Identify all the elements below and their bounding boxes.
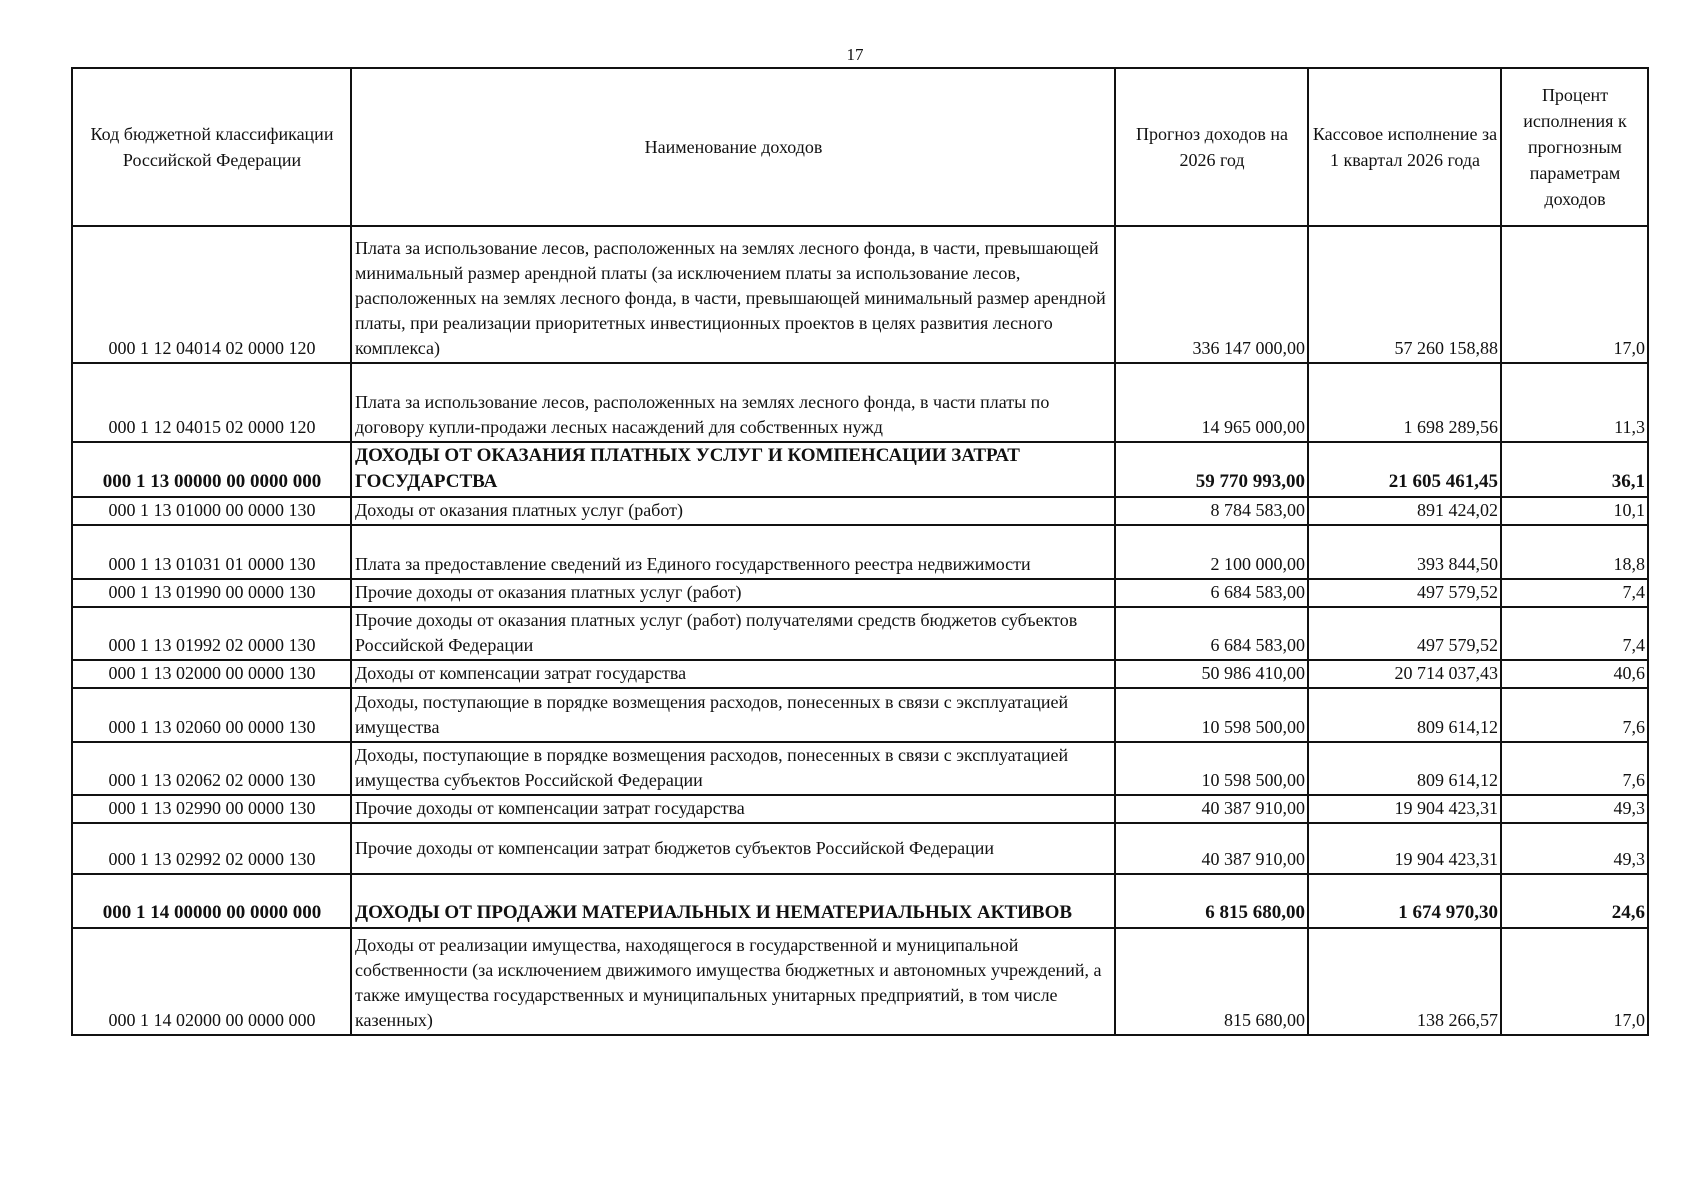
row-percent: 7,6: [1501, 742, 1648, 795]
row-execution: 497 579,52: [1308, 607, 1501, 660]
row-execution: 891 424,02: [1308, 497, 1501, 525]
table-row-section: [72, 442, 1648, 497]
table-row-section: [72, 874, 1648, 928]
table-row: [72, 525, 1648, 579]
header-execution: Кассовое исполнение за 1 квартал 2026 года: [1308, 68, 1501, 226]
row-execution: 20 714 037,43: [1308, 660, 1501, 688]
page-number: 17: [846, 45, 864, 64]
row-execution: 809 614,12: [1308, 688, 1501, 742]
row-execution: 19 904 423,31: [1308, 823, 1501, 874]
row-forecast: 50 986 410,00: [1115, 660, 1308, 688]
row-forecast: 40 387 910,00: [1115, 823, 1308, 874]
row-code: 000 1 13 02992 02 0000 130: [72, 823, 351, 874]
row-percent: 17,0: [1501, 226, 1648, 363]
revenue-table: [71, 67, 1649, 1036]
row-percent: 17,0: [1501, 928, 1648, 1035]
row-name: Прочие доходы от оказания платных услуг (работ) получателями средств бюджетов субъектов Российской Федерации: [351, 607, 1115, 660]
table-row: [72, 226, 1648, 363]
row-percent: 10,1: [1501, 497, 1648, 525]
row-code: 000 1 13 02060 00 0000 130: [72, 688, 351, 742]
row-code: 000 1 12 04014 02 0000 120: [72, 226, 351, 363]
table-row: [72, 688, 1648, 742]
row-name: Прочие доходы от оказания платных услуг (работ): [351, 579, 1115, 607]
row-name: ДОХОДЫ ОТ ПРОДАЖИ МАТЕРИАЛЬНЫХ И НЕМАТЕРИАЛЬНЫХ АКТИВОВ: [351, 874, 1115, 928]
row-name: Доходы от компенсации затрат государства: [351, 660, 1115, 688]
table-row: [72, 607, 1648, 660]
row-execution: 1 698 289,56: [1308, 363, 1501, 442]
row-name: Прочие доходы от компенсации затрат государства: [351, 795, 1115, 823]
row-code: 000 1 13 01000 00 0000 130: [72, 497, 351, 525]
row-execution: 21 605 461,45: [1308, 442, 1501, 497]
row-forecast: 10 598 500,00: [1115, 742, 1308, 795]
row-name: Доходы от реализации имущества, находящегося в государственной и муниципальной собственности (за исключением движимого имущества бюджетных и автономных учреждений, а также имущества государственных и муниципальных унитарных предприятий, в том числе казенных): [351, 928, 1115, 1035]
row-execution: 1 674 970,30: [1308, 874, 1501, 928]
row-code: 000 1 13 00000 00 0000 000: [72, 442, 351, 497]
row-execution: 809 614,12: [1308, 742, 1501, 795]
row-name: Плата за использование лесов, расположенных на землях лесного фонда, в части платы по договору купли-продажи лесных насаждений для собственных нужд: [351, 363, 1115, 442]
row-forecast: 815 680,00: [1115, 928, 1308, 1035]
row-name: Доходы, поступающие в порядке возмещения расходов, понесенных в связи с эксплуатацией имущества субъектов Российской Федерации: [351, 742, 1115, 795]
row-code: 000 1 13 02000 00 0000 130: [72, 660, 351, 688]
row-code: 000 1 13 01990 00 0000 130: [72, 579, 351, 607]
row-forecast: 14 965 000,00: [1115, 363, 1308, 442]
table-row: [72, 742, 1648, 795]
row-forecast: 6 684 583,00: [1115, 579, 1308, 607]
table-header-row: [72, 68, 1648, 226]
row-code: 000 1 14 02000 00 0000 000: [72, 928, 351, 1035]
row-percent: 18,8: [1501, 525, 1648, 579]
header-forecast: Прогноз доходов на 2026 год: [1115, 68, 1308, 226]
row-percent: 49,3: [1501, 795, 1648, 823]
header-percent: Процент исполнения к прогнозным параметрам доходов: [1501, 68, 1648, 226]
row-forecast: 6 815 680,00: [1115, 874, 1308, 928]
header-name: Наименование доходов: [351, 68, 1115, 226]
row-percent: 7,4: [1501, 579, 1648, 607]
row-forecast: 40 387 910,00: [1115, 795, 1308, 823]
row-name: Плата за предоставление сведений из Единого государственного реестра недвижимости: [351, 525, 1115, 579]
table-row: [72, 823, 1648, 874]
row-percent: 24,6: [1501, 874, 1648, 928]
row-forecast: 6 684 583,00: [1115, 607, 1308, 660]
row-execution: 57 260 158,88: [1308, 226, 1501, 363]
table-row: [72, 660, 1648, 688]
row-name: Доходы от оказания платных услуг (работ): [351, 497, 1115, 525]
row-execution: 497 579,52: [1308, 579, 1501, 607]
row-code: 000 1 14 00000 00 0000 000: [72, 874, 351, 928]
row-percent: 7,4: [1501, 607, 1648, 660]
row-forecast: 2 100 000,00: [1115, 525, 1308, 579]
row-code: 000 1 12 04015 02 0000 120: [72, 363, 351, 442]
row-percent: 49,3: [1501, 823, 1648, 874]
row-percent: 36,1: [1501, 442, 1648, 497]
row-name: Доходы, поступающие в порядке возмещения расходов, понесенных в связи с эксплуатацией имущества: [351, 688, 1115, 742]
row-percent: 7,6: [1501, 688, 1648, 742]
header-code: Код бюджетной классификации Российской Федерации: [72, 68, 351, 226]
table-row: [72, 497, 1648, 525]
row-forecast: 10 598 500,00: [1115, 688, 1308, 742]
table-row: [72, 579, 1648, 607]
row-execution: 393 844,50: [1308, 525, 1501, 579]
row-percent: 40,6: [1501, 660, 1648, 688]
row-execution: 19 904 423,31: [1308, 795, 1501, 823]
table-row: [72, 795, 1648, 823]
row-name: Плата за использование лесов, расположенных на землях лесного фонда, в части, превышающей минимальный размер арендной платы (за исключением платы за использование лесов, расположенных на землях лесного фонда, в части, превышающей минимальный размер арендной платы, при реализации приоритетных инвестиционных проектов в целях развития лесного комплекса): [351, 226, 1115, 363]
row-execution: 138 266,57: [1308, 928, 1501, 1035]
row-code: 000 1 13 01992 02 0000 130: [72, 607, 351, 660]
row-forecast: 336 147 000,00: [1115, 226, 1308, 363]
row-name: Прочие доходы от компенсации затрат бюджетов субъектов Российской Федерации: [351, 823, 1115, 874]
row-code: 000 1 13 01031 01 0000 130: [72, 525, 351, 579]
table-row: [72, 363, 1648, 442]
row-forecast: 8 784 583,00: [1115, 497, 1308, 525]
table-row: [72, 928, 1648, 1035]
row-code: 000 1 13 02062 02 0000 130: [72, 742, 351, 795]
row-code: 000 1 13 02990 00 0000 130: [72, 795, 351, 823]
row-percent: 11,3: [1501, 363, 1648, 442]
row-forecast: 59 770 993,00: [1115, 442, 1308, 497]
row-name: ДОХОДЫ ОТ ОКАЗАНИЯ ПЛАТНЫХ УСЛУГ И КОМПЕНСАЦИИ ЗАТРАТ ГОСУДАРСТВА: [351, 442, 1115, 497]
